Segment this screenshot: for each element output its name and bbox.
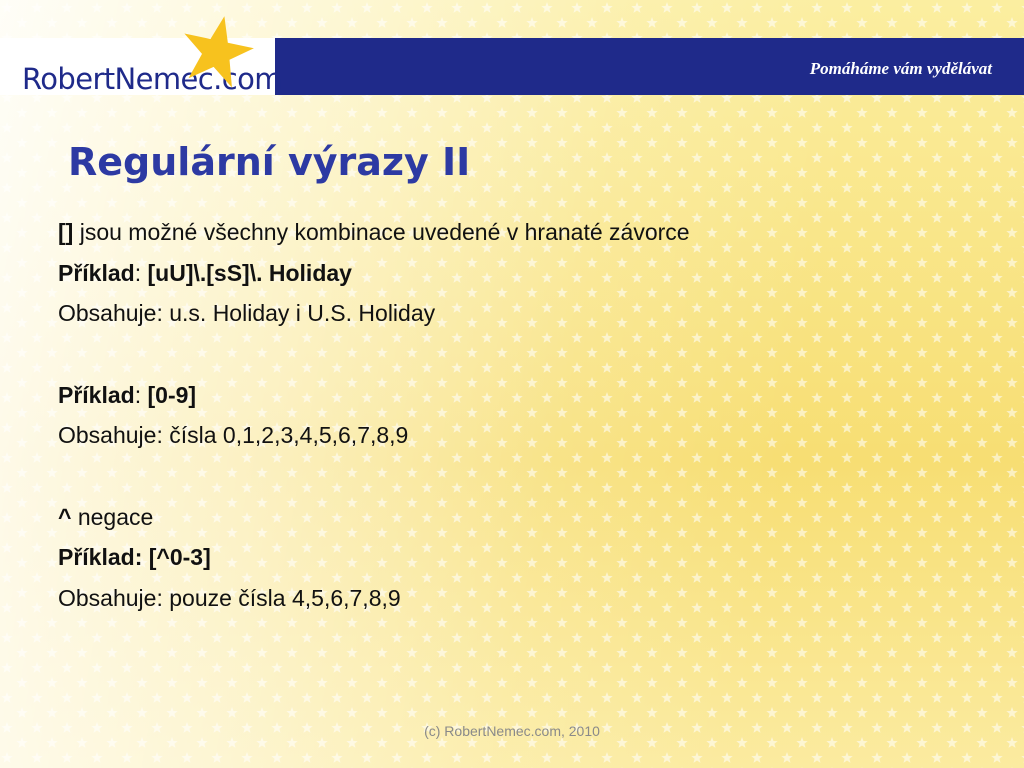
line-example-2 (58, 377, 958, 418)
line-brackets (58, 214, 958, 255)
star-icon (178, 14, 256, 88)
line-contains-1 (58, 295, 958, 336)
line-example-1 (58, 255, 958, 296)
line-bold: [] (58, 219, 74, 245)
line-text: Obsahuje: čísla 0,1,2,3,4,5,6,7,8,9 (58, 422, 409, 448)
line-bold-code: [0-9] (147, 381, 197, 408)
line-bold: Příklad (58, 259, 135, 286)
logo-text: RobertNemec.com (22, 62, 282, 96)
header-tagline: Pomáháme vám vydělávat (809, 59, 992, 78)
line-bold: ^ (58, 503, 72, 530)
line-text: : (134, 259, 148, 286)
line-text: negace (71, 503, 154, 530)
line-contains-3 (58, 580, 958, 621)
slide-content (58, 214, 958, 620)
footer-copyright: (c) RobertNemec.com, 2010 (424, 723, 600, 739)
line-text: jsou možné všechny kombinace uvedené v hranaté závorce (73, 219, 690, 245)
line-bold-code: [uU]\.[sS]\. Holiday (147, 259, 352, 286)
line-bold: Příklad: [^0-3] (58, 544, 211, 570)
slide-title: Regulární výrazy II (68, 140, 471, 184)
line-text: : (134, 381, 148, 408)
line-negation (58, 499, 958, 540)
line-contains-2 (58, 417, 958, 458)
line-bold: Příklad (58, 381, 135, 408)
line-text: Obsahuje: u.s. Holiday i U.S. Holiday (58, 300, 436, 326)
line-example-3 (58, 539, 958, 580)
line-text: Obsahuje: pouze čísla 4,5,6,7,8,9 (58, 584, 401, 611)
